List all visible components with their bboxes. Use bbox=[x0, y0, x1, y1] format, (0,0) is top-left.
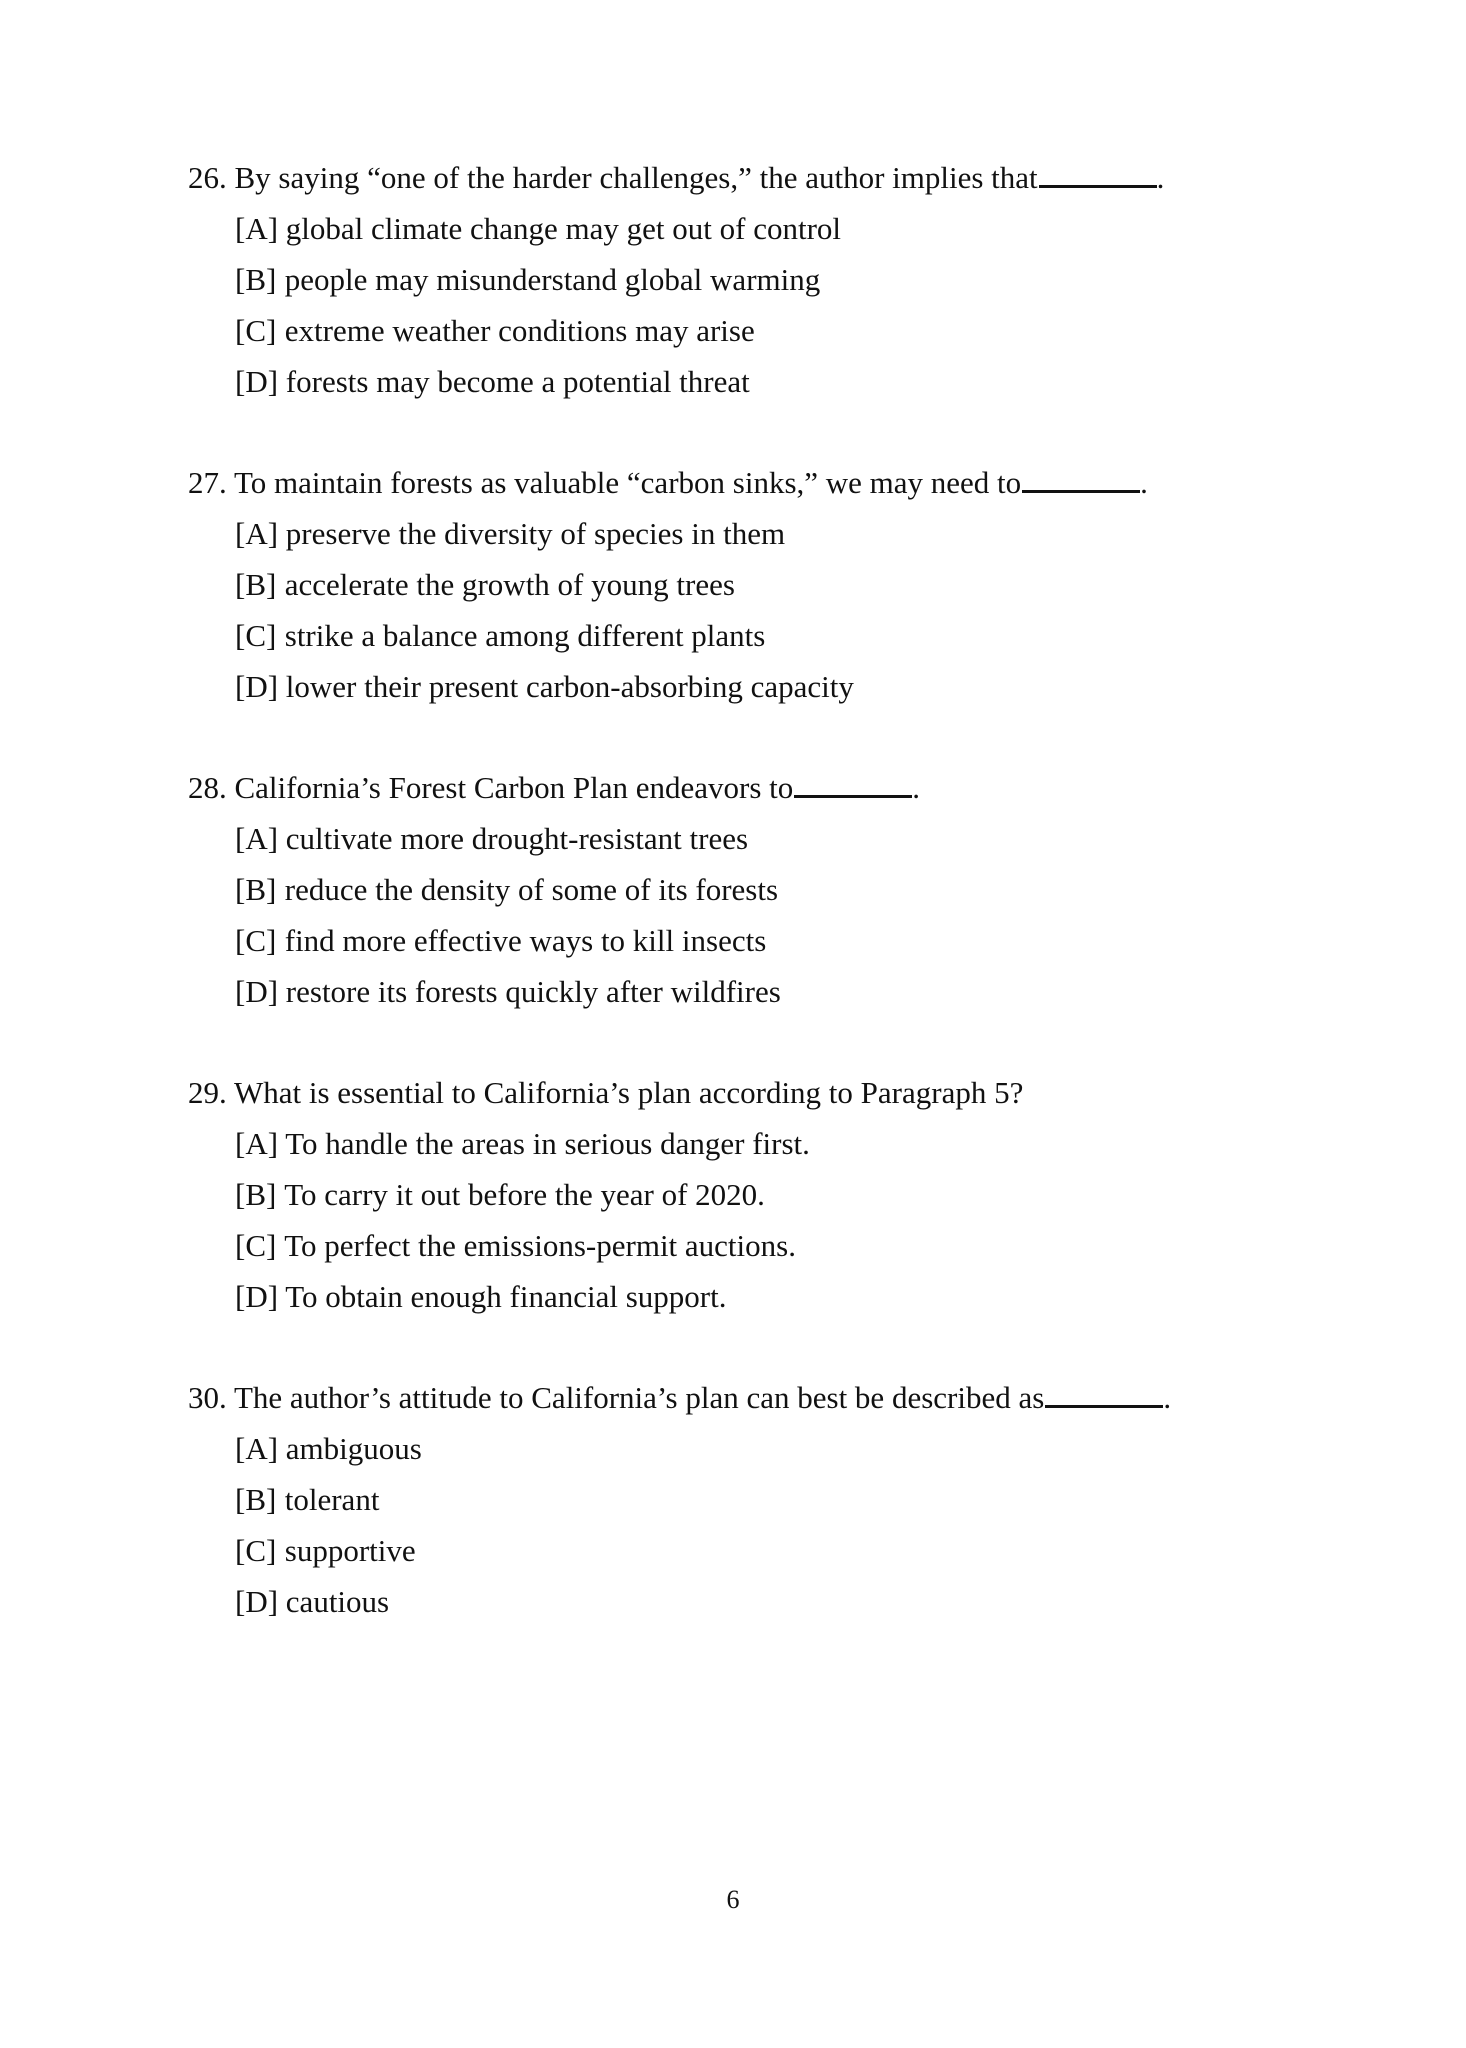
option-text: reduce the density of some of its forests bbox=[284, 872, 779, 907]
question-27 bbox=[188, 457, 1308, 712]
question-29 bbox=[188, 1067, 1308, 1322]
blank-period: . bbox=[912, 770, 921, 805]
question-28 bbox=[188, 762, 1308, 1017]
question-stem bbox=[188, 1067, 1308, 1118]
option-c bbox=[188, 610, 1308, 661]
question-30 bbox=[188, 1372, 1308, 1627]
option-letter: [D] bbox=[235, 364, 279, 399]
option-letter: [D] bbox=[235, 974, 279, 1009]
option-c bbox=[188, 1220, 1308, 1271]
option-text: accelerate the growth of young trees bbox=[284, 567, 735, 602]
option-text: people may misunderstand global warming bbox=[284, 262, 821, 297]
option-letter: [B] bbox=[235, 262, 277, 297]
answer-blank bbox=[1045, 1375, 1163, 1408]
answer-blank bbox=[794, 765, 912, 798]
option-d bbox=[188, 966, 1308, 1017]
question-text: The author’s attitude to California’s plan can best be described as bbox=[233, 1380, 1045, 1415]
option-text: find more effective ways to kill insects bbox=[284, 923, 767, 958]
question-text: To maintain forests as valuable “carbon sinks,” we may need to bbox=[233, 465, 1022, 500]
answer-blank bbox=[1039, 155, 1157, 188]
option-letter: [C] bbox=[235, 923, 277, 958]
option-letter: [B] bbox=[235, 567, 277, 602]
option-a bbox=[188, 508, 1308, 559]
question-26 bbox=[188, 152, 1308, 407]
option-letter: [C] bbox=[235, 1533, 277, 1568]
option-a bbox=[188, 1423, 1308, 1474]
blank-period: . bbox=[1140, 465, 1148, 500]
question-text: By saying “one of the harder challenges,” the author implies that bbox=[234, 160, 1038, 195]
option-text: strike a balance among different plants bbox=[284, 618, 766, 653]
option-text: extreme weather conditions may arise bbox=[284, 313, 755, 348]
blank-period: . bbox=[1156, 160, 1165, 195]
option-text: tolerant bbox=[284, 1482, 380, 1517]
option-text: global climate change may get out of control bbox=[285, 211, 842, 246]
question-number: 26. bbox=[188, 160, 227, 195]
option-text: preserve the diversity of species in them bbox=[285, 516, 786, 551]
option-text: To perfect the emissions-permit auctions. bbox=[284, 1228, 796, 1263]
option-letter: [D] bbox=[235, 1584, 279, 1619]
option-c bbox=[188, 305, 1308, 356]
page-number: 6 bbox=[726, 1885, 740, 1914]
question-stem bbox=[188, 457, 1308, 508]
answer-blank bbox=[1022, 460, 1140, 493]
option-d bbox=[188, 661, 1308, 712]
option-d bbox=[188, 1271, 1308, 1322]
option-text: To handle the areas in serious danger first. bbox=[285, 1126, 810, 1161]
question-stem bbox=[188, 152, 1308, 203]
question-number: 30. bbox=[188, 1380, 227, 1415]
option-d bbox=[188, 356, 1308, 407]
option-d bbox=[188, 1576, 1308, 1627]
option-letter: [A] bbox=[235, 1126, 279, 1161]
option-letter: [A] bbox=[235, 211, 279, 246]
question-number: 29. bbox=[188, 1075, 227, 1110]
option-b bbox=[188, 559, 1308, 610]
option-a bbox=[188, 813, 1308, 864]
question-text: California’s Forest Carbon Plan endeavors to bbox=[234, 770, 794, 805]
question-stem bbox=[188, 762, 1308, 813]
option-text: To obtain enough financial support. bbox=[285, 1279, 727, 1314]
option-text: supportive bbox=[284, 1533, 416, 1568]
option-a bbox=[188, 203, 1308, 254]
option-letter: [B] bbox=[235, 1177, 277, 1212]
option-letter: [C] bbox=[235, 1228, 277, 1263]
option-letter: [C] bbox=[235, 618, 277, 653]
question-stem bbox=[188, 1372, 1308, 1423]
option-text: cultivate more drought-resistant trees bbox=[285, 821, 749, 856]
option-text: forests may become a potential threat bbox=[285, 364, 750, 399]
option-letter: [B] bbox=[235, 872, 277, 907]
option-letter: [A] bbox=[235, 1431, 279, 1466]
option-text: lower their present carbon-absorbing capacity bbox=[285, 669, 854, 704]
option-list bbox=[188, 813, 1308, 1017]
option-c bbox=[188, 915, 1308, 966]
option-text: ambiguous bbox=[285, 1431, 422, 1466]
option-letter: [B] bbox=[235, 1482, 277, 1517]
option-letter: [A] bbox=[235, 516, 279, 551]
option-b bbox=[188, 1169, 1308, 1220]
blank-period: . bbox=[1163, 1380, 1172, 1415]
option-list bbox=[188, 1118, 1308, 1322]
option-b bbox=[188, 1474, 1308, 1525]
option-a bbox=[188, 1118, 1308, 1169]
option-c bbox=[188, 1525, 1308, 1576]
question-text: What is essential to California’s plan according to Paragraph 5? bbox=[233, 1075, 1024, 1110]
option-letter: [D] bbox=[235, 1279, 279, 1314]
option-text: cautious bbox=[285, 1584, 390, 1619]
option-list bbox=[188, 1423, 1308, 1627]
option-letter: [C] bbox=[235, 313, 277, 348]
option-b bbox=[188, 254, 1308, 305]
option-text: To carry it out before the year of 2020. bbox=[284, 1177, 765, 1212]
option-letter: [A] bbox=[235, 821, 279, 856]
option-b bbox=[188, 864, 1308, 915]
question-number: 28. bbox=[188, 770, 227, 805]
option-list bbox=[188, 203, 1308, 407]
option-list bbox=[188, 508, 1308, 712]
option-text: restore its forests quickly after wildfires bbox=[285, 974, 781, 1009]
option-letter: [D] bbox=[235, 669, 279, 704]
question-number: 27. bbox=[188, 465, 227, 500]
